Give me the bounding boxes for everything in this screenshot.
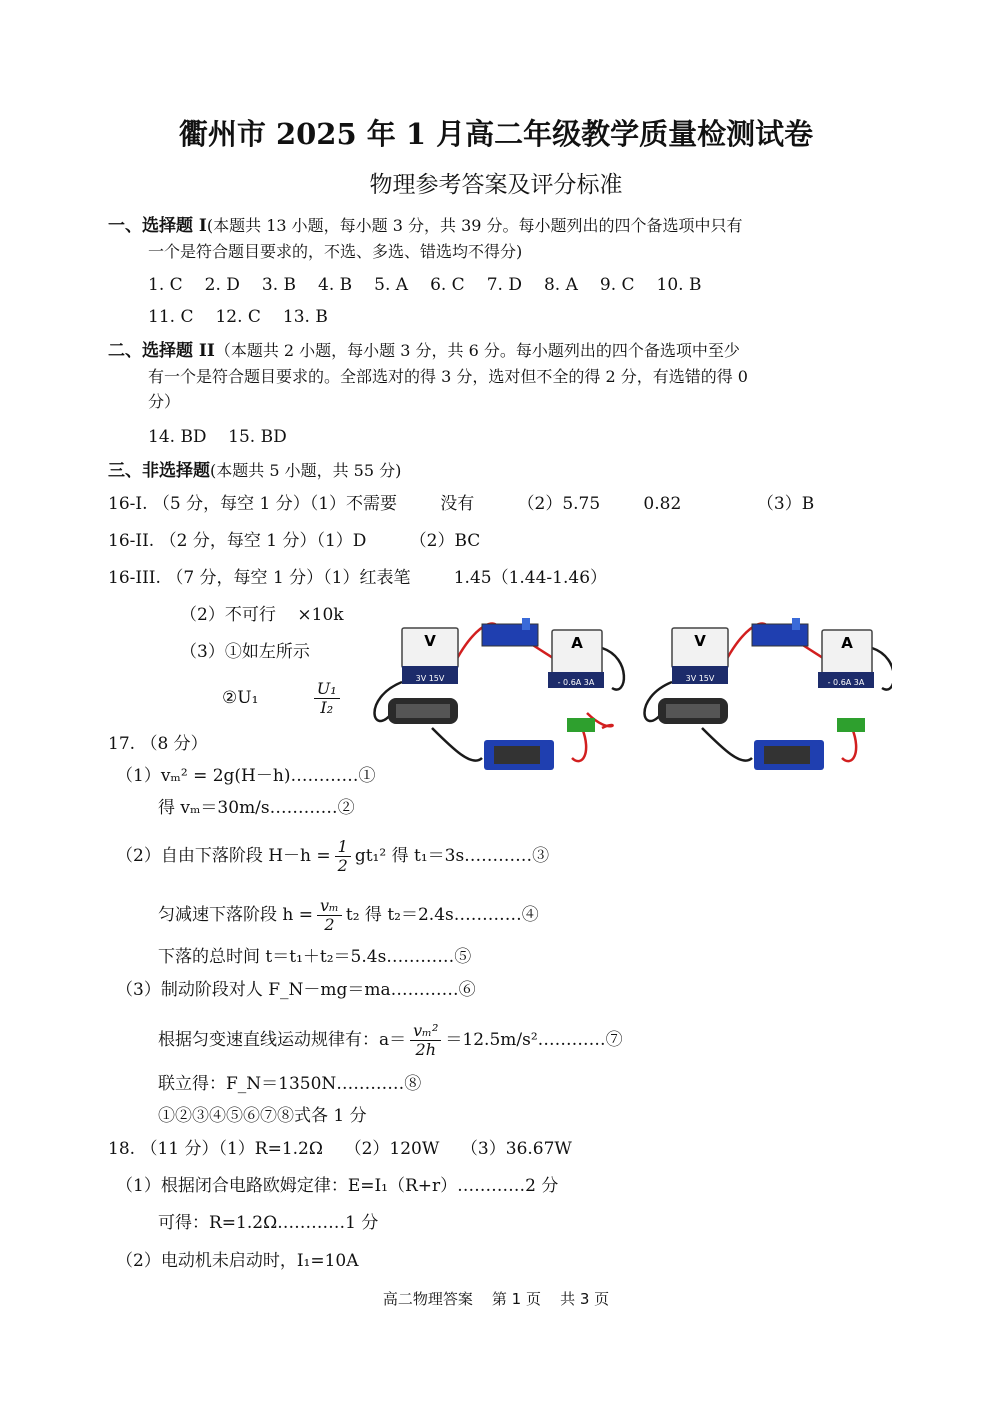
q16-iii-3: （3）①如左所示 — [180, 642, 310, 662]
q17-line5: 下落的总时间 t＝t₁＋t₂＝5.4s…………⑤ — [158, 947, 472, 967]
q17-line4-fraction — [317, 897, 342, 934]
section2-heading: 二、选择题 II — [108, 341, 215, 361]
fraction-denominator: 2h — [415, 1040, 437, 1059]
ammeter-range: - 0.6A 3A — [557, 678, 595, 687]
rheostat — [388, 698, 458, 724]
voltmeter-range-2: 3V 15V — [685, 674, 715, 683]
q17-line4 — [158, 897, 539, 934]
answer: 8. A — [543, 275, 578, 295]
q18-line3: （2）电动机未启动时，I₁=10A — [116, 1251, 359, 1271]
q17-line9: ①②③④⑤⑥⑦⑧式各 1 分 — [158, 1106, 367, 1126]
q18-line1: （1）根据闭合电路欧姆定律：E=I₁（R+r）…………2 分 — [116, 1176, 559, 1196]
q17-line7-a: 根据匀变速直线运动规律有：a＝ — [158, 1030, 407, 1050]
switch-box — [482, 618, 538, 646]
q17-line3-fraction — [335, 838, 351, 875]
q17-line1: （1）vₘ² = 2g(H－h)…………① — [116, 766, 376, 786]
voltmeter-label: V — [424, 632, 436, 650]
section3-heading: 三、非选择题 — [108, 461, 210, 481]
section2-answers: 14. BD 15. BD — [148, 427, 287, 447]
q17-line6: （3）制动阶段对人 F_N－mg＝ma…………⑥ — [116, 980, 476, 1000]
section1-desc2: 一个是符合题目要求的，不选、多选、错选均不得分) — [148, 242, 523, 261]
answer: 7. D — [486, 275, 522, 295]
section3-heading-line — [108, 459, 401, 483]
fraction-denominator: 2 — [324, 915, 335, 934]
ammeter-label-2: A — [841, 634, 853, 652]
q16-ii: 16-II. （2 分，每空 1 分）（1）D （2）BC — [108, 531, 481, 551]
section3-desc: (本题共 5 小题，共 55 分) — [210, 461, 402, 480]
voltmeter — [402, 628, 458, 684]
circuit-diagrams — [372, 618, 892, 776]
answer: 9. C — [599, 275, 635, 295]
q17-line7-b: ＝12.5m/s²…………⑦ — [445, 1030, 623, 1050]
q17-line4-b: t₂ 得 t₂＝2.4s…………④ — [345, 905, 539, 925]
q17-line4-a: 匀减速下落阶段 h = — [158, 905, 314, 925]
ammeter-range-2: - 0.6A 3A — [827, 678, 865, 687]
answer: 12. C — [215, 307, 261, 327]
q17-line3-a: （2）自由下落阶段 H－h = — [116, 846, 331, 866]
answer: 6. C — [430, 275, 465, 295]
q17-line8: 联立得：F_N＝1350N…………⑧ — [158, 1074, 422, 1094]
q17-line3-b: gt₁² 得 t₁＝3s…………③ — [354, 846, 550, 866]
section2-desc: （本题共 2 小题，每小题 3 分，共 6 分。每小题列出的四个备选项中至少 — [214, 341, 740, 360]
q16-iii-4-fraction — [314, 680, 340, 717]
section1-answers-row2 — [148, 307, 350, 327]
ammeter-label: A — [571, 634, 583, 652]
page-title: 衢州市 2025 年 1 月高二年级教学质量检测试卷 — [178, 117, 814, 151]
section1-answers-row1 — [148, 275, 723, 295]
q18-heading: 18. （11 分）（1）R=1.2Ω （2）120W （3）36.67W — [108, 1139, 572, 1159]
voltmeter-label-2: V — [694, 632, 706, 650]
answer: 11. C — [148, 307, 194, 327]
q16-iii-4-prefix: ②U₁ — [222, 688, 259, 708]
answer: 2. D — [204, 275, 240, 295]
battery-holder — [484, 740, 554, 770]
q17-line3 — [116, 838, 549, 875]
fraction-numerator: 1 — [335, 838, 351, 857]
fraction-denominator: I₂ — [320, 698, 334, 717]
answer: 5. A — [374, 275, 409, 295]
fraction-numerator: U₁ — [314, 680, 340, 699]
section2-heading-line — [108, 339, 740, 363]
section2-desc3: 分） — [148, 392, 181, 411]
q16-i: 16-I. （5 分，每空 1 分）（1）不需要 没有 （2）5.75 0.82 （3）B — [108, 494, 815, 514]
section1-heading-line — [108, 214, 743, 238]
q18-line2: 可得：R=1.2Ω…………1 分 — [158, 1213, 379, 1233]
knife-switch — [567, 718, 595, 732]
q16-iii: 16-III. （7 分，每空 1 分）（1）红表笔 1.45（1.44-1.46） — [108, 568, 608, 588]
fraction-numerator: vₘ — [317, 897, 342, 916]
answer: 13. B — [282, 307, 328, 327]
q17-heading: 17. （8 分） — [108, 734, 208, 754]
q17-line7-fraction — [410, 1022, 441, 1059]
voltmeter-range: 3V 15V — [415, 674, 445, 683]
answer: 4. B — [318, 275, 353, 295]
q17-line7 — [158, 1022, 623, 1059]
answer: 10. B — [656, 275, 702, 295]
fraction-denominator: 2 — [337, 856, 348, 875]
section1-heading: 一、选择题 I — [108, 216, 207, 236]
section1-desc: (本题共 13 小题，每小题 3 分，共 39 分。每小题列出的四个备选项中只有 — [206, 216, 743, 235]
q17-line2: 得 vₘ＝30m/s…………② — [158, 798, 355, 818]
ammeter — [548, 630, 604, 688]
q16-iii-4 — [222, 680, 344, 717]
section2-desc2: 有一个是符合题目要求的。全部选对的得 3 分，选对但不全的得 2 分，有选错的得 0 — [148, 367, 748, 386]
fraction-numerator: vₘ² — [410, 1022, 441, 1041]
circuit-right — [645, 618, 893, 770]
answer: 1. C — [148, 275, 183, 295]
q16-iii-2: （2）不可行 ×10k — [180, 605, 344, 625]
circuit-left — [375, 618, 624, 770]
page-subtitle: 物理参考答案及评分标准 — [369, 172, 623, 198]
answer: 3. B — [261, 275, 297, 295]
page-footer: 高二物理答案 第 1 页 共 3 页 — [382, 1290, 610, 1308]
